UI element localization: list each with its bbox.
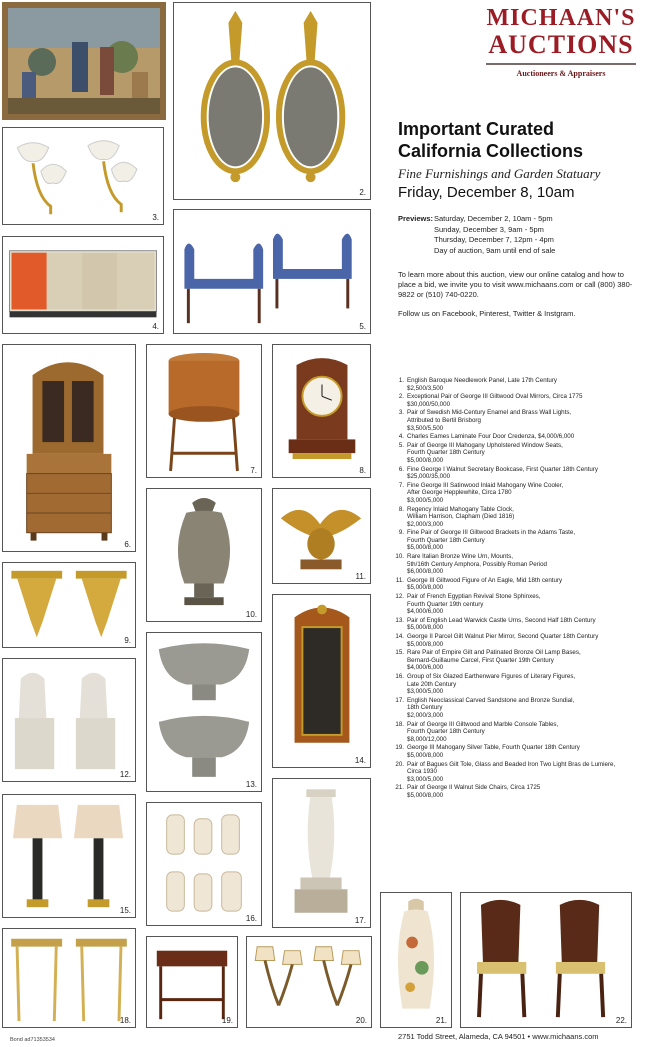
lot-14-pier-mirror-image — [272, 594, 371, 768]
previews-schedule — [398, 214, 638, 256]
lot-number: 3. — [398, 409, 404, 417]
lot-item — [394, 529, 644, 552]
preview-line: Saturday, December 2, 10am - 5pm — [434, 214, 553, 223]
tile-number: 8. — [359, 466, 366, 475]
lot-description: English Neoclassical Carved Sandstone and Bronze Sundial, 18th Century $2,000/3,000 — [407, 696, 575, 719]
lot-10-bronze-urn-image — [146, 488, 262, 622]
lot-21-jar-image — [380, 892, 452, 1028]
tile-number: 19. — [221, 1016, 233, 1025]
lot-item — [394, 593, 644, 616]
logo-line-2: AUCTIONS — [488, 30, 634, 59]
lot-number: 21. — [395, 784, 404, 792]
lot-number: 4. — [398, 433, 404, 441]
tile-number: 18. — [119, 1016, 131, 1025]
lot-item — [394, 617, 644, 632]
subtitle: Fine Furnishings and Garden Statuary — [398, 166, 601, 181]
lot-item — [394, 553, 644, 576]
tile-number: 11. — [355, 572, 366, 581]
lot-number: 13. — [395, 616, 404, 624]
lot-number: 6. — [398, 465, 404, 473]
lot-description: Pair of Bagues Gilt Tole, Glass and Beaded Iron Two Light Bras de Lumiere, Circa 1930 $3,000/5,000 — [407, 760, 616, 783]
lot-number: 8. — [398, 505, 404, 513]
lot-description: Pair of George II Walnut Side Chairs, Circa 1725 $5,000/8,000 — [407, 784, 541, 799]
preview-line: Thursday, December 7, 12pm - 4pm — [434, 235, 554, 244]
lot-4-credenza-image — [2, 236, 164, 334]
lot-number: 2. — [398, 393, 404, 401]
lot-description: Pair of Swedish Mid-Century Enamel and Brass Wall Lights, Attributed to Bertil Brisborg $3,500/5,500 — [407, 409, 572, 432]
preview-line: Sunday, December 3, 9am - 5pm — [434, 224, 544, 234]
lot-number: 14. — [395, 633, 404, 640]
lot-description: Pair of English Lead Warwick Castle Urns, Second Half 18th Century $5,000/8,000 — [407, 616, 596, 632]
lot-description: Fine Pair of George III Giltwood Brackets in the Adams Taste, Fourth Quarter 18th Century $5,000/8,000 — [407, 529, 576, 552]
lot-number: 15. — [395, 649, 404, 657]
logo-divider — [486, 63, 636, 65]
logo-line-1: MICHAAN'S — [486, 5, 636, 31]
headline-line-1: Important Curated — [398, 119, 555, 139]
tile-number: 21. — [435, 1016, 447, 1025]
tile-number: 6. — [124, 540, 131, 549]
lot-number: 9. — [398, 529, 404, 537]
tile-number: 20. — [355, 1016, 367, 1025]
tile-number: 14. — [354, 756, 366, 765]
social-follow-text: Follow us on Facebook, Pinterest, Twitter & Instgram. — [398, 309, 576, 318]
lot-description: Pair of French Egyptian Revival Stone Sphinxes, Fourth Quarter 19th century $4,000/6,000 — [407, 593, 541, 616]
lot-22-side-chairs-image — [460, 892, 632, 1028]
lot-item — [394, 697, 644, 720]
logo-tagline: Auctioneers & Appraisers — [516, 69, 606, 78]
lot-item — [394, 442, 644, 465]
ad-code: Bond ad71353534 — [10, 1037, 55, 1043]
tile-number: 12. — [119, 770, 131, 779]
tile-number: 7. — [250, 466, 257, 475]
lot-9-giltwood-brackets-image — [2, 562, 136, 648]
lot-description: Pair of George III Mahogany Upholstered Window Seats, Fourth Quarter 18th Century $5,000/8,000 — [407, 441, 563, 464]
tile-number: 13. — [245, 780, 257, 789]
preview-line: Day of auction, 9am until end of sale — [434, 245, 556, 255]
lot-item — [394, 744, 644, 759]
lot-description: George III Giltwood Figure of An Eagle, Mid 18th century $5,000/8,000 — [407, 576, 563, 592]
lot-item — [394, 633, 644, 648]
lot-number: 12. — [395, 593, 404, 601]
lot-7-wine-cooler-image — [146, 344, 262, 478]
lot-2-oval-mirrors-image — [173, 2, 371, 200]
lot-18-console-tables-image — [2, 928, 136, 1028]
lot-15-oil-lamp-bases-image — [2, 794, 136, 918]
lot-description: Fine George I Walnut Secretary Bookcase, First Quarter 18th Century $25,000/35,000 — [407, 465, 598, 481]
lot-item — [394, 433, 644, 441]
lot-description: Group of Six Glazed Earthenware Figures of Literary Figures, Late 20th Century $3,000/5,000 — [407, 672, 576, 696]
lot-17-sundial-image — [272, 778, 371, 928]
lot-description: Rare Pair of Empire Gilt and Patinated Bronze Oil Lamp Bases, Bernard-Guillaume Carcel, First Quarter 19th Century $4,000/6,000 — [407, 649, 581, 672]
lot-11-giltwood-eagle-image — [272, 488, 371, 584]
lot-description: Regency Inlaid Mahogany Table Clock, William Harrison, Clapham (Died 1816) $2,000/3,000 — [407, 505, 515, 528]
lot-description: George II Parcel Gilt Walnut Pier Mirror, Second Quarter 18th Century $5,000/8,000 — [407, 633, 599, 648]
tile-number: 9. — [124, 636, 131, 645]
lot-19-silver-table-image — [146, 936, 238, 1028]
lot-3-wall-lights-image — [2, 127, 164, 225]
previews-label: Previews: — [398, 214, 434, 223]
tile-number: 17. — [354, 916, 366, 925]
tile-number: 16. — [245, 914, 257, 923]
lot-description: Pair of George III Giltwood and Marble Console Tables, Fourth Quarter 18th Century $8,000/12,000 — [407, 720, 559, 743]
headline — [398, 118, 638, 162]
tile-number: 3. — [152, 213, 159, 222]
lot-20-wall-lights-image — [246, 936, 372, 1028]
lot-number: 20. — [395, 760, 404, 768]
bid-info-paragraph: To learn more about this auction, view our online catalog and how to place a bid, we invite you to visit www.michaans.com or call (800) 380-9822 or (510) 740-0220. — [398, 270, 633, 299]
lot-6-secretary-bookcase-image — [2, 344, 136, 552]
tile-number: 2. — [359, 188, 366, 197]
lot-item — [394, 506, 644, 529]
lot-item — [394, 409, 644, 432]
lot-16-earthenware-figures-image — [146, 802, 262, 926]
lot-1-needlework-panel-image — [2, 2, 166, 120]
lot-item — [394, 649, 644, 672]
lot-item — [394, 577, 644, 592]
lot-8-table-clock-image — [272, 344, 371, 478]
tile-number: 22. — [615, 1016, 627, 1025]
lot-item — [394, 393, 644, 408]
lot-description: George III Mahogany Silver Table, Fourth Quarter 18th Century $5,000/8,000 — [407, 744, 580, 759]
lot-description: English Baroque Needlework Panel, Late 17th Century $2,500/3,500 — [407, 377, 557, 392]
lot-item — [394, 673, 644, 696]
lot-number: 11. — [395, 576, 404, 584]
lot-item — [394, 466, 644, 481]
footer-address: 2751 Todd Street, Alameda, CA 94501 • www.michaans.com — [398, 1032, 599, 1041]
lot-number: 19. — [395, 744, 404, 752]
lot-number: 7. — [398, 481, 404, 489]
lot-description: Exceptional Pair of George III Giltwood Oval Mirrors, Circa 1775 $30,000/50,000 — [407, 393, 583, 408]
lot-number: 5. — [398, 441, 404, 449]
tile-number: 15. — [119, 906, 131, 915]
lot-item — [394, 377, 644, 392]
lot-12-stone-sphinxes-image — [2, 658, 136, 782]
lot-item — [394, 721, 644, 744]
auction-date: Friday, December 8, 10am — [398, 184, 575, 201]
lot-number: 17. — [395, 696, 404, 704]
lot-description: Charles Eames Laminate Four Door Credenza, $4,000/6,000 — [407, 433, 575, 441]
lot-number: 16. — [395, 672, 404, 680]
lot-number: 10. — [395, 553, 404, 561]
lot-list — [394, 377, 644, 800]
lot-description: Fine George III Satinwood Inlaid Mahogany Wine Cooler, After George Hepplewhite, Circa 1780 $3,000/5,000 — [407, 481, 564, 504]
lot-number: 1. — [398, 377, 404, 384]
auction-house-logo — [486, 6, 636, 78]
lot-item — [394, 482, 644, 505]
lot-item — [394, 761, 644, 784]
lot-13-lead-urns-image — [146, 632, 262, 792]
lot-5-window-seats-image — [173, 209, 371, 334]
lot-description: Rare Italian Bronze Wine Urn, Mounts, 5th/16th Century Amphora, Possibly Roman Period $6,000/8,000 — [407, 553, 547, 576]
tile-number: 4. — [152, 322, 159, 331]
lot-number: 18. — [395, 720, 404, 728]
headline-line-2: California Collections — [398, 141, 584, 161]
tile-number: 10. — [245, 610, 257, 619]
lot-item — [394, 784, 644, 799]
tile-number: 5. — [359, 322, 366, 331]
